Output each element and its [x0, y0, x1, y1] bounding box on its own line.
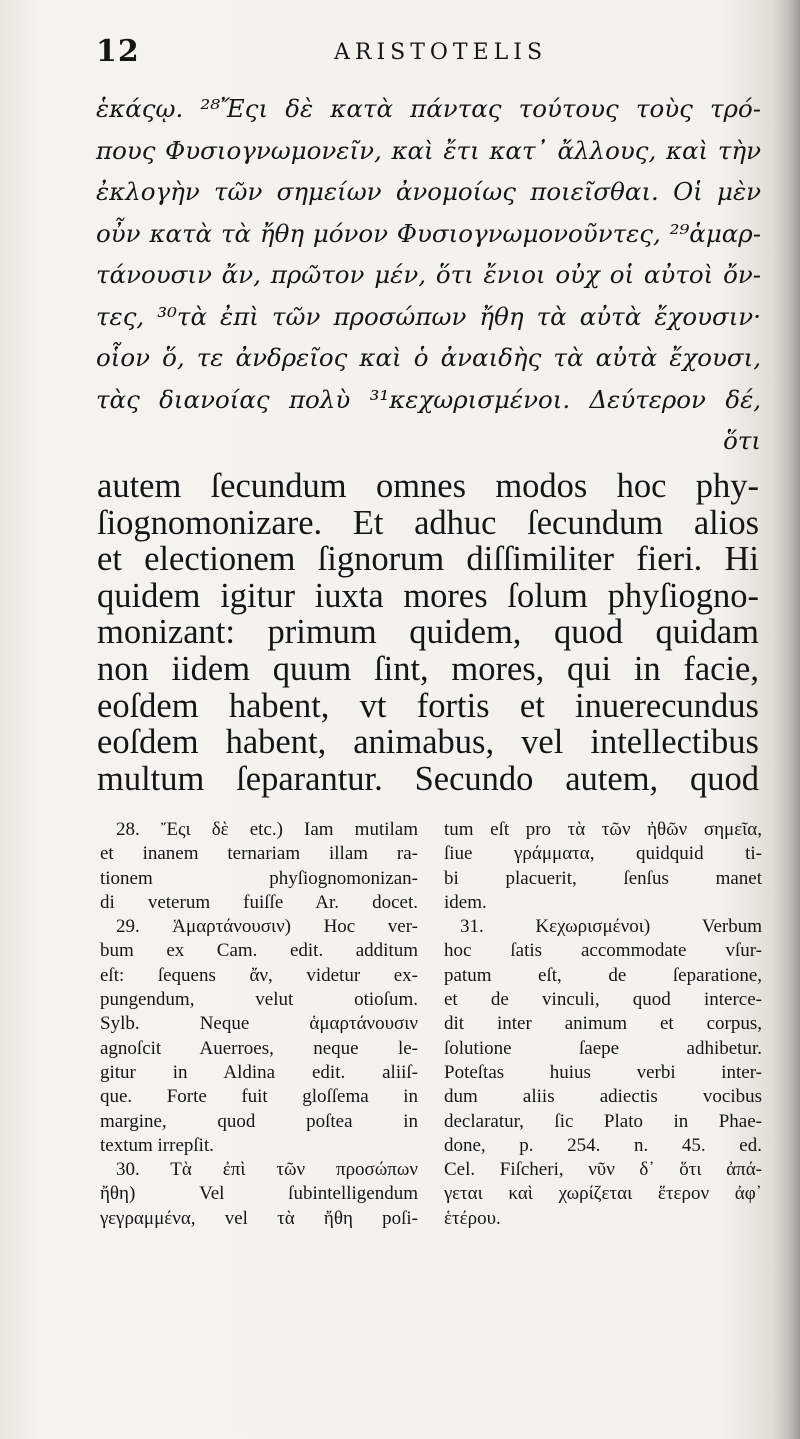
note-line: ἤθη) Vel ſubintelligendum	[100, 1183, 418, 1205]
note-line: que. Forte fuit gloſſema in	[100, 1086, 418, 1108]
note-line: patum eſt, de ſeparatione,	[444, 964, 762, 986]
greek-line: ἑκάςῳ. ²⁸Ἔςι δὲ κατὰ πάντας τούτους τοὺς τρό-	[96, 94, 761, 123]
note-line: 29. Ἁμαρτάνουσιν) Hoc ver-	[116, 916, 418, 938]
note-line: done, p. 254. n. 45. ed.	[444, 1134, 762, 1156]
footnotes	[100, 818, 765, 1338]
note-line: declaratur, ſic Plato in Phae-	[444, 1110, 762, 1132]
page-number: 12	[96, 34, 140, 69]
latin-line: ſiognomonizare. Et adhuc ſecundum alios	[97, 503, 759, 542]
note-line: 28. Ἔςι δὲ etc.) Iam mutilam	[116, 819, 418, 840]
note-line: Poteſtas huius verbi inter-	[444, 1061, 762, 1083]
greek-line: οὖν κατὰ τὰ ἤθη μόνον Φυσιογνωμονοῦντες, ²⁹ἁμαρ-	[96, 218, 761, 248]
note-line: ſiue γράμματα, quidquid ti-	[444, 843, 762, 865]
note-line: Sylb. Neque ἁμαρτάνουσιν	[100, 1013, 418, 1035]
greek-line: πους Φυσιογνωμονεῖν, καὶ ἔτι κατ᾽ ἄλλους, καὶ τὴν	[96, 135, 761, 165]
greek-line: τάνουσιν ἄν, πρῶτον μέν, ὅτι ἔνιοι οὐχ οἱ αὐτοὶ ὄν-	[96, 260, 761, 289]
greek-line: τὰς διανοίας πολὺ ³¹κεχωρισμένοι. Δεύτερον δέ,	[96, 384, 761, 414]
note-line: textum irrepſit.	[100, 1134, 214, 1156]
latin-line: quidem igitur iuxta mores ſolum phyſiogno-	[97, 576, 759, 615]
greek-line: τες, ³⁰τὰ ἐπὶ τῶν προσώπων ἤθη τὰ αὐτὰ ἔχουσιν·	[96, 301, 761, 331]
note-line: bi placuerit, ſenſus manet	[444, 867, 762, 889]
latin-translation-block	[97, 468, 759, 797]
note-line: dum aliis adiectis vocibus	[444, 1086, 762, 1108]
note-line: ἑτέρου.	[444, 1207, 501, 1229]
note-line: 31. Κεχωρισμένοι) Verbum	[460, 916, 762, 938]
latin-line: autem ſecundum omnes modos hoc phy-	[97, 467, 759, 505]
note-line: Cel. Fiſcheri, νῦν δ᾽ ὅτι ἀπά-	[444, 1159, 762, 1181]
note-line: et inanem ternariam illam ra-	[100, 843, 418, 865]
footnotes-right-column	[444, 818, 762, 1231]
greek-text-block	[96, 88, 761, 462]
note-line: γεται καὶ χωρίζεται ἕτερον ἀφ᾽	[444, 1183, 762, 1205]
note-line: gitur in Aldina edit. aliiſ-	[100, 1061, 418, 1083]
note-line: idem.	[444, 891, 487, 913]
greek-line: ἐκλογὴν τῶν σημείων ἀνομοίως ποιεῖσθαι. Οἱ μὲν	[96, 177, 761, 206]
note-line: eſt: ſequens ἄν, videtur ex-	[100, 964, 418, 986]
note-line: 30. Τὰ ἐπὶ τῶν προσώπων	[116, 1159, 418, 1181]
note-line: agnoſcit Auerroes, neque le-	[100, 1037, 418, 1059]
note-line: margine, quod poſtea in	[100, 1110, 418, 1132]
greek-catchword: ὅτι	[723, 426, 761, 455]
note-line: dit inter animum et corpus,	[444, 1013, 762, 1035]
note-line: bum ex Cam. edit. additum	[100, 940, 418, 962]
footnotes-left-column	[100, 818, 418, 1231]
note-line: ſolutione ſaepe adhibetur.	[444, 1037, 762, 1059]
note-line: di veterum fuiſſe Ar. docet.	[100, 891, 418, 913]
note-line: pungendum, velut otioſum.	[100, 989, 418, 1011]
note-line: hoc ſatis accommodate vſur-	[444, 940, 762, 962]
note-line: γεγραμμένα, vel τὰ ἤθη poſi-	[100, 1207, 418, 1229]
running-head: ARISTOTELIS	[334, 40, 548, 65]
greek-line: οἷον ὅ, τε ἀνδρεῖος καὶ ὁ ἀναιδὴς τὰ αὐτὰ ἔχουσι,	[96, 343, 761, 372]
note-line: tum eſt pro τὰ τῶν ἠθῶν σημεῖα,	[444, 819, 762, 840]
latin-line: multum ſeparantur. Secundo autem, quod	[97, 759, 759, 798]
page-edge-shadow	[772, 0, 800, 1439]
latin-line: non iidem quum ſint, mores, qui in facie,	[97, 649, 759, 688]
latin-line: eoſdem habent, vt fortis et inuerecundus	[97, 686, 759, 725]
latin-line: et electionem ſignorum diſſimiliter fieri. Hi	[97, 540, 759, 579]
page-header	[96, 34, 756, 74]
note-line: tionem phyſiognomonizan-	[100, 867, 418, 889]
note-line: et de vinculi, quod interce-	[444, 989, 762, 1011]
latin-line: eoſdem habent, animabus, vel intellectibus	[97, 723, 759, 762]
latin-line: monizant: primum quidem, quod quidam	[97, 613, 759, 652]
